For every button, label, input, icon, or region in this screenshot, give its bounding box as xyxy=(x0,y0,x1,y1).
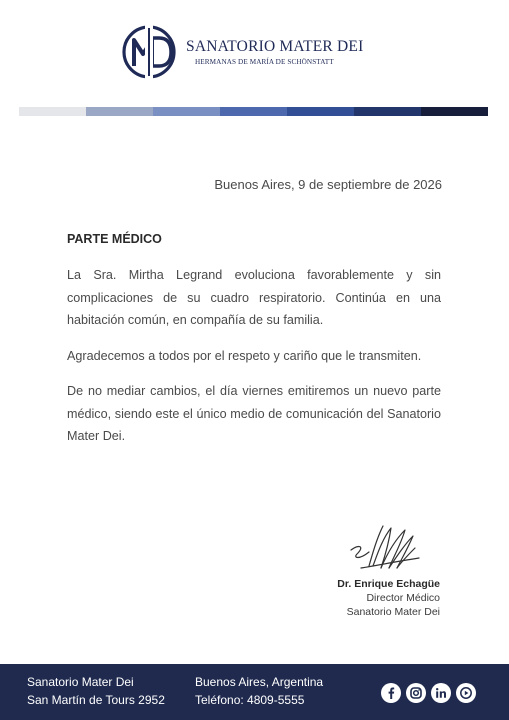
signer-name: Dr. Enrique Echagüe xyxy=(337,578,440,590)
handwritten-signature xyxy=(347,522,425,582)
social-links xyxy=(381,683,476,703)
letterhead xyxy=(0,0,509,100)
letter-body xyxy=(67,264,441,461)
instagram-icon[interactable] xyxy=(406,683,426,703)
signer-organization: Sanatorio Mater Dei xyxy=(346,606,440,618)
color-bar-segment xyxy=(153,107,220,116)
footer-address xyxy=(27,673,165,709)
youtube-icon[interactable] xyxy=(456,683,476,703)
color-bar-segment xyxy=(287,107,354,116)
facebook-icon[interactable] xyxy=(381,683,401,703)
footer-contact xyxy=(195,673,323,709)
color-bar-segment xyxy=(354,107,421,116)
decorative-color-bar xyxy=(19,107,488,116)
body-paragraph: Agradecemos a todos por el respeto y cariño que le transmiten. xyxy=(67,348,422,363)
color-bar-segment xyxy=(19,107,86,116)
body-paragraph: La Sra. Mirtha Legrand evoluciona favorablemente y sin complicaciones de su cuadro respiratorio. Continúa en una habitación común, en compañía de su familia. xyxy=(67,268,441,327)
footer-line: Sanatorio Mater Dei xyxy=(27,675,134,689)
footer-line: Buenos Aires, Argentina xyxy=(195,675,324,689)
linkedin-icon[interactable] xyxy=(431,683,451,703)
brand-name: SANATORIO MATER DEI xyxy=(186,38,364,55)
footer-line: Teléfono: 4809-5555 xyxy=(195,693,305,707)
footer-line: San Martín de Tours 2952 xyxy=(27,693,165,707)
color-bar-segment xyxy=(86,107,153,116)
signer-role: Director Médico xyxy=(366,592,440,604)
document-title: PARTE MÉDICO xyxy=(67,232,162,246)
footer xyxy=(0,664,509,720)
signer-block xyxy=(337,577,440,619)
letter-date: Buenos Aires, 9 de septiembre de 2026 xyxy=(214,177,442,192)
color-bar-segment xyxy=(421,107,488,116)
mater-dei-monogram-icon xyxy=(119,22,179,82)
brand-subtitle: HERMANAS DE MARÍA DE SCHÖNSTATT xyxy=(195,58,334,66)
body-paragraph: De no mediar cambios, el día viernes emitiremos un nuevo parte médico, siendo este el único medio de comunicación del Sanatorio Mater Dei. xyxy=(67,384,441,443)
color-bar-segment xyxy=(220,107,287,116)
